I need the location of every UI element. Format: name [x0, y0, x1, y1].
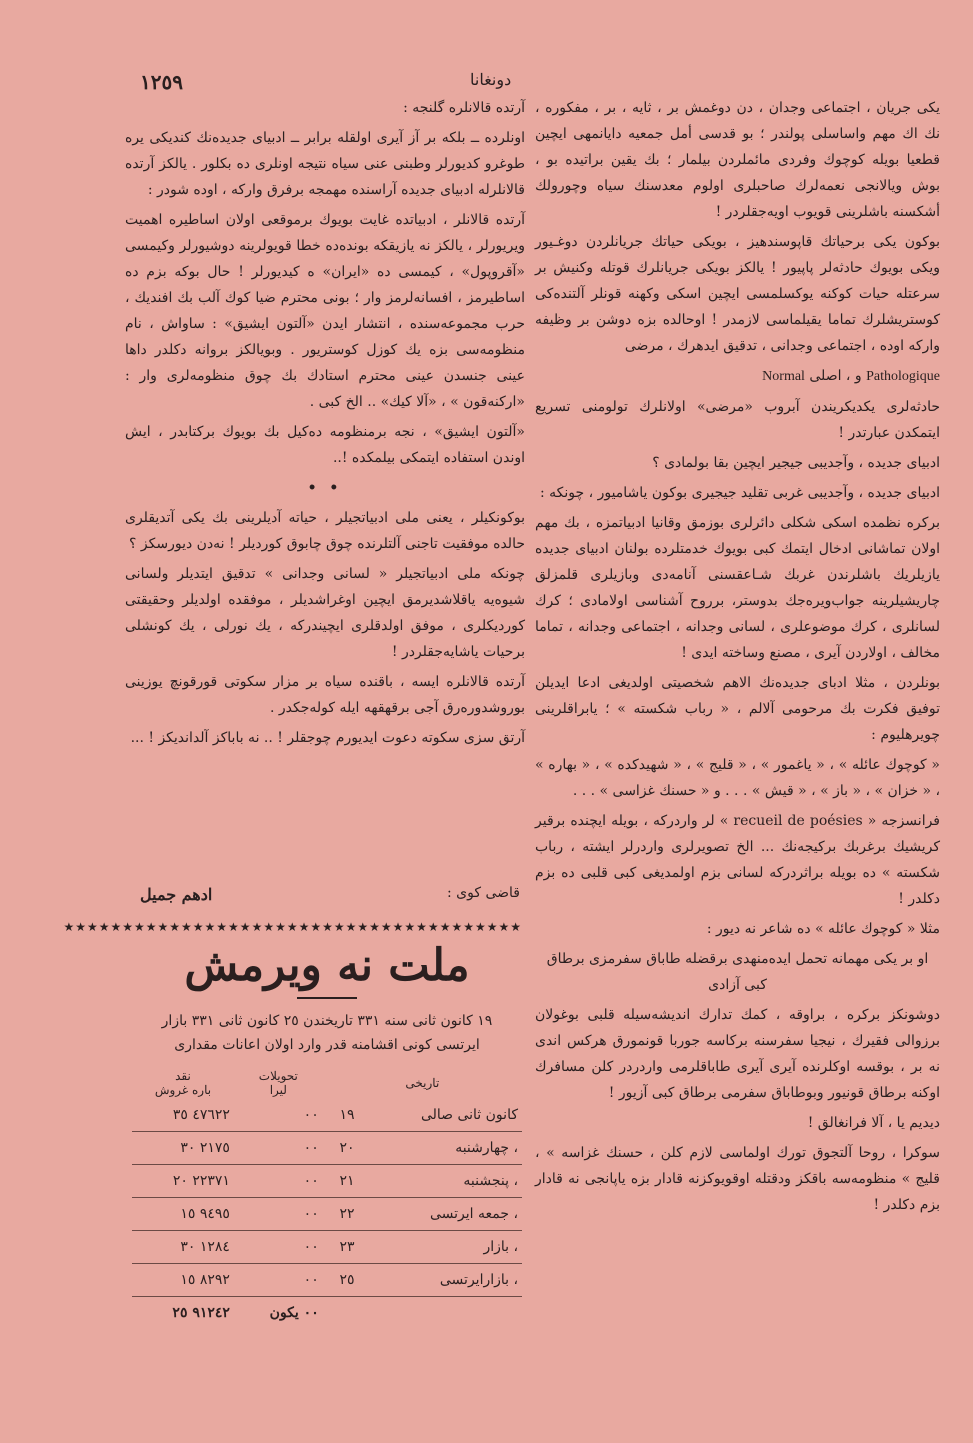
table-row — [132, 1132, 522, 1165]
divider — [297, 997, 357, 999]
paragraph: چونكه ملى ادبياتجيلر « لسانى وجدانى » تدقيق ايتديلر ولسانى شيوه‌يه ياقلاشديرمق ايچين اوغراشديلر ، موفقده اولديلر وحقيقتى كورديكلرى ، موفق اولدقلرى ايچيندركه ، يك نورلى ، يك كونشلى برحيات ياشايه‌جقلردر ! — [125, 566, 525, 660]
signature-author: ادهم جميل — [140, 885, 213, 904]
cell-day: كانون ثانى صالى — [359, 1099, 522, 1132]
cell-lira: ٠٠ — [234, 1099, 323, 1132]
paragraph: آرتق سزى سكوته دعوت ايديورم چوجقلر ! .. نه باباكز آلدانديكز ! ... — [130, 730, 525, 746]
cell-date: ٢٠ — [323, 1132, 359, 1165]
announcement-subtitle-2: ايرتسى كونى اقشامنه قدر وارد اولان اعانات مقدارى — [174, 1037, 480, 1053]
cell-day: ، بازار — [359, 1231, 522, 1264]
cell-day: ، بازارايرتسى — [359, 1264, 522, 1297]
table-total-row — [132, 1297, 522, 1330]
donations-table — [132, 1067, 522, 1329]
paragraph: يكى جريان ، اجتماعى وجدان ، دن دوغمش بر ، ثايه ، بر ، مفكوره ، نك اك مهم واساسلى پولندر ؛ بو قدسى أمل جمعيه دايانمهى ايچين قطعيا بويله كوچوك وفردى مائملردن بيلمار ؛ بك يقين براتيده بو ، بوش ويالانجى نعمه‌لرك صاحبلرى اولوم معدسنك سياه وچورولك أشكسنه باشلرينى قويوب اويه‌جقلردر ! — [535, 100, 940, 220]
table-row — [132, 1264, 522, 1297]
header-transfers — [234, 1067, 323, 1099]
cell-date: ٢٢ — [323, 1198, 359, 1231]
cell-day: ، چهارشنبه — [359, 1132, 522, 1165]
latin-term-connector: و ، اصلى — [809, 368, 862, 384]
paragraph: ادبياى جديده ، وآجديبى غربى تقليد جيجيرى بوكون ياشاميور ، چونكه : — [539, 485, 940, 501]
paragraph: بوكون يكى برحياتك قاپوسندهيز ، بويكى حياتك جريانلردن دوغـيور ويكى بويوك حادثه‌لر پاپيور ! يالكز بويكى جريانلرك قوتله وكنيش بر سرعتله حيات كوكنه يوكسلمسى ايچين اسكى وكهنه قونلر آلتنده‌كى كوستريشلرك تماما يقيلماسى لازمدر ! اوحالده بزه دوشن بر وظيفه وارکه اوده ، اجتماعى وجدانى ، تدقيق ايدهرك ، مرضى — [535, 234, 940, 354]
paragraph: اونلرده ــ بلكه بر آز آيرى اولقله برابر ــ ادبياى جديده‌نك كنديكى يره طوغرو كديورلر وطبنى عنى سياه نتيجه اونلرى ده بكلور . يالكز آرتده قالانلرله ادبياى جديده آراسنده مهمجه برفرق واركه ، اوده شودر : — [125, 130, 525, 198]
table-row — [132, 1099, 522, 1132]
cell-cash: ٤٧٦٢٢ ٣٥ — [132, 1099, 234, 1132]
signature-place: قاضى كوى : — [447, 885, 520, 901]
table-row — [132, 1198, 522, 1231]
running-title: دونغانا — [470, 70, 512, 89]
paragraph: آرتده قالانلره گلنجه : — [403, 100, 525, 116]
paragraph: سوكرا ، روحا آلتجوق تورك اولماسى لازم كلن ، حسنك غزاسه » ، قليج » منظومه‌سه باقكز ودقتله اوقويوكزنه قادار بزه ياپانجى نه قادار بزم دكلدر ! — [535, 1145, 940, 1213]
cell-cash: ١٢٨٤ ٣٠ — [132, 1231, 234, 1264]
header-cash-label: نقد — [175, 1069, 191, 1083]
cell-cash: ٢١٧٥ ٣٠ — [132, 1132, 234, 1165]
section-separator: • • — [307, 480, 343, 496]
paragraph: آرتده قالانلر ، ادبياتده غايت بويوك برموقعى اولان اساطيره اهميت ويريورلر ، يالكز نه يازيقكه بونده‌ده خطا قويولرينه دوشيورلر وكيمسى «آقروپول» ، كيمسى ده «ايران» ه كيديورلر ! حال بوكه بزم ده اساطيرمز ، افسانه‌لرمز وار ؛ بونى محترم ضيا كوك آلب بك افنديك ، حرب مجموعه‌سنده ، انتشار ايدن «آلتون ايشيق» : ساواش ، نام منظومه‌سى بزه يك كوزل كوستريور . وبويالكز بروانه دكلدر داها عينى جنسدن عينى محترم استادك بك چوق منظومه‌لرى وار : «اركنه‌قون » ، «آلا كيك» .. الخ كبى . — [125, 212, 525, 410]
cell-lira: ٠٠ — [234, 1165, 323, 1198]
paragraph: دوشونكز بركره ، براوقه ، كمك تدارك انديشه‌سيله قلبى بوغولان برزوالى فقيرك ، نيجيا سفرسنه بركاسه جوربا قونمورق هركس اندى نه بر ، بوقسه اوكلرنده آيرى آيرى طاباقلرمى واردردر كلن مسافرك اوكنه برطاق قونيور وبوطاباق سفرمى برطاق كبى آزيور ! — [535, 1007, 940, 1101]
left-column — [125, 95, 525, 875]
cell-date: ٢٥ — [323, 1264, 359, 1297]
paragraph: «آلتون ايشيق» ، نجه برمنظومه ده‌كيل بك بويوك بركتابدر ، ايش اوندن استفاده ايتمكى بيلمكده !.. — [125, 424, 525, 466]
header-transfers-label: تحويلات — [258, 1069, 298, 1083]
cell-total-label: ٠٠ يكون — [269, 1305, 319, 1321]
cell-day: ، پنجشنبه — [359, 1165, 522, 1198]
cell-date: ٢٣ — [323, 1231, 359, 1264]
announcement-headline: ملت نه ويرمش — [184, 940, 470, 991]
paragraph: آرتده قالانلره ايسه ، باقنده سياه بر مزار سكوتى قورقونچ يوزينى بوروشدوره‌رق آجى برقهقهه ايله كوله‌جكدر . — [125, 674, 525, 716]
latin-term-normal: Normal — [762, 369, 805, 384]
paragraph: بوكونكيلر ، يعنى ملى ادبياتجيلر ، حياته آديلرينى بك يكى آتديقلرى حالده موفقيت تاجنى آلتلرنده چوق چابوق كورديلر ! نه‌دن ديورسكز ؟ — [125, 510, 525, 552]
latin-term-pathologique: Pathologique — [866, 369, 940, 384]
cell-cash: ٨٢٩٢ ١٥ — [132, 1264, 234, 1297]
cell-lira: ٠٠ — [234, 1198, 323, 1231]
paragraph: ديديم يا ، آلا فرانغالق ! — [807, 1115, 940, 1131]
announcement-subtitle-1: ١٩ كانون ثانى سنه ٣٣١ تاريخندن ٢٥ كانون ثانى ٣٣١ بازار — [161, 1013, 493, 1029]
verse-quote: او بر يكى مهمانه تحمل ايدەمنهدى برقضله طاباق سفرمزى برطاق كبى آزادى — [546, 951, 929, 993]
cell-lira: ٠٠ — [234, 1132, 323, 1165]
cell-blank — [359, 1297, 522, 1330]
paragraph: بركره نظمده اسكى شكلى دائرلرى بوزمق وقانيا ادبياتمزه ، بك مهم اولان تماشانى ادخال ايتمك كبى بويوك خدمتلرده بولنان ادبياى جديده يازيلريك باشلرندن غربك شـاعقسنى آنامه‌دى وبازيلرى قلمزلق چاريشيلرينه جواب‌ويرەجك بدوستر، برروح آشناسى اولامادى ؛ كرك لسانلرى ، كرك موضوعلرى ، لسانى وجدانه ، اجتماعى وجدانه ، تماما مخالف ، اولاردن آيرى ، مصنع وساخته ايدى ! — [535, 515, 940, 661]
header-lira: ليرا — [269, 1083, 287, 1097]
cell-lira: ٠٠ — [234, 1231, 323, 1264]
cell-cash: ٩٤٩٥ ١٥ — [132, 1198, 234, 1231]
header-piastres: باره غروش — [154, 1083, 212, 1097]
cell-total-cash: ٩١٢٤٢ ٢٥ — [172, 1305, 230, 1321]
latin-term-line — [535, 363, 940, 390]
cell-day: ، جمعه ايرتسى — [359, 1198, 522, 1231]
table-row — [132, 1165, 522, 1198]
header-cash — [132, 1067, 234, 1099]
page-number: ١٢٥٩ — [140, 70, 183, 94]
cell-date: ٢١ — [323, 1165, 359, 1198]
cell-cash: ٢٢٣٧١ ٢٠ — [132, 1165, 234, 1198]
cell-date: ١٩ — [323, 1099, 359, 1132]
table-row — [132, 1231, 522, 1264]
paragraph: حادثه‌لرى يكديكريندن آبروب «مرضى» اولانلرك تولومنى تسريع ايتمكدن عبارتدر ! — [535, 399, 940, 441]
paragraph: ادبياى جديده ، وآجديبى جيجير ايچين بقا بولمادى ؟ — [652, 455, 940, 471]
paragraph: بونلردن ، مثلا ادباى جديده‌نك الاهم شخصيتى اولديغى ادعا ايديلن توفيق فكرت بك مرحومى آلالم ، « رباب شكسته » ؛ يابراقلرينى چويرهليوم : — [535, 675, 940, 743]
cell-lira: ٠٠ — [234, 1264, 323, 1297]
paragraph: « كوچوك عائله » ، « ياغمور » ، « قليج » ، « شهيدكده » ، « بهاره » ، « خزان » ، « باز » ، « قيش » . . . و « حسنك غزاسى » . . . — [535, 757, 940, 799]
star-border: ★★★★★★★★★★★★★★★★★★★★★★★★★★★★★★★★★★★★★★★ — [63, 920, 522, 934]
donations-announcement — [63, 920, 522, 1375]
right-column — [535, 95, 940, 1395]
cell-blank — [323, 1297, 359, 1330]
paragraph: مثلا « كوچوك عائله » ده شاعر نه ديور : — [706, 921, 940, 937]
signature — [140, 885, 520, 904]
paragraph: فرانسزجه « recueil de poésies » لر واردركه ، بويله ايچنده برقير كريشيك برغربك بركيجه‌نك ... الخ تصويرلرى واردرلر ايشته ، رباب شكسته » ده بويله براثردركه لسانى بزم اولمديغى كبى قلبى ده بزم دكلدر ! — [535, 813, 940, 907]
header-date: تاريخى — [405, 1076, 440, 1090]
